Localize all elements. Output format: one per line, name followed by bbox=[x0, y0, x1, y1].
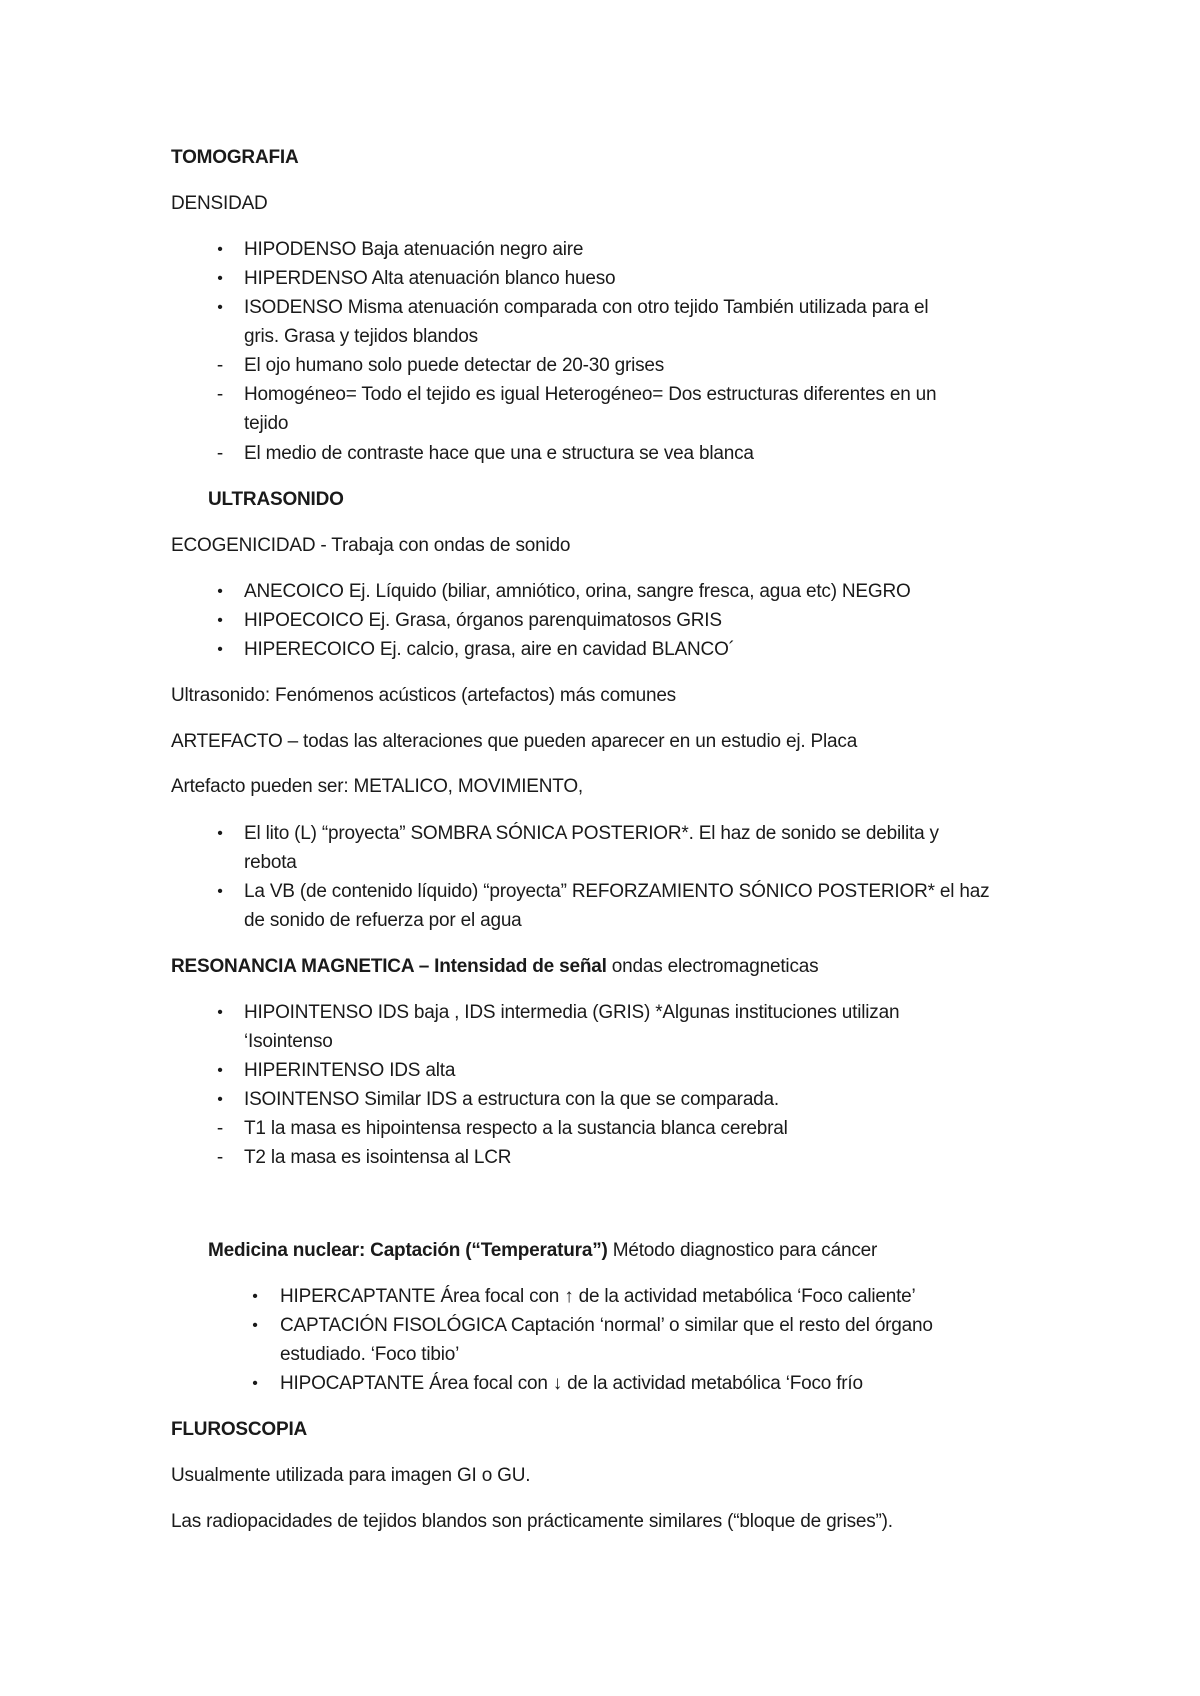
list-item: HIPERCAPTANTE Área focal con ↑ de la actividad metabólica ‘Foco caliente’ bbox=[280, 1286, 916, 1307]
list-item-continuation: rebota bbox=[244, 852, 297, 873]
bullet-icon: • bbox=[217, 1091, 223, 1108]
heading-resonancia bbox=[171, 955, 818, 979]
heading-tomografia: TOMOGRAFIA bbox=[171, 147, 299, 168]
list-item-continuation: estudiado. ‘Foco tibio’ bbox=[280, 1344, 460, 1365]
heading-medicina-rest: Método diagnostico para cáncer bbox=[607, 1240, 878, 1261]
list-item: ISOINTENSO Similar IDS a estructura con la que se comparada. bbox=[244, 1089, 779, 1110]
bullet-icon: • bbox=[217, 883, 223, 900]
list-item: Homogéneo= Todo el tejido es igual Heterogéneo= Dos estructuras diferentes en un bbox=[244, 384, 937, 405]
list-item: T2 la masa es isointensa al LCR bbox=[244, 1147, 512, 1168]
list-item: T1 la masa es hipointensa respecto a la sustancia blanca cerebral bbox=[244, 1118, 788, 1139]
dash-icon: - bbox=[216, 384, 224, 405]
list-item: HIPOECOICO Ej. Grasa, órganos parenquimatosos GRIS bbox=[244, 610, 722, 631]
heading-medicina-bold: Medicina nuclear: Captación (“Temperatura”) bbox=[208, 1240, 608, 1261]
paragraph: Ultrasonido: Fenómenos acústicos (artefactos) más comunes bbox=[171, 685, 676, 706]
bullet-icon: • bbox=[217, 241, 223, 258]
bullet-icon: • bbox=[252, 1375, 258, 1392]
bullet-icon: • bbox=[252, 1288, 258, 1305]
dash-icon: - bbox=[216, 1118, 224, 1139]
paragraph: Usualmente utilizada para imagen GI o GU. bbox=[171, 1465, 531, 1486]
list-item: El lito (L) “proyecta” SOMBRA SÓNICA POSTERIOR*. El haz de sonido se debilita y bbox=[244, 823, 939, 844]
bullet-icon: • bbox=[217, 270, 223, 287]
bullet-icon: • bbox=[217, 1062, 223, 1079]
list-item: CAPTACIÓN FISOLÓGICA Captación ‘normal’ o similar que el resto del órgano bbox=[280, 1315, 933, 1336]
bullet-icon: • bbox=[217, 825, 223, 842]
bullet-icon: • bbox=[217, 612, 223, 629]
bullet-icon: • bbox=[252, 1317, 258, 1334]
bullet-icon: • bbox=[217, 299, 223, 316]
list-item: HIPERDENSO Alta atenuación blanco hueso bbox=[244, 268, 616, 289]
dash-icon: - bbox=[216, 1147, 224, 1168]
paragraph: Artefacto pueden ser: METALICO, MOVIMIENTO, bbox=[171, 776, 583, 797]
list-item: ISODENSO Misma atenuación comparada con otro tejido También utilizada para el bbox=[244, 297, 929, 318]
heading-medicina-nuclear bbox=[208, 1239, 877, 1263]
list-item: HIPODENSO Baja atenuación negro aire bbox=[244, 239, 584, 260]
list-item-continuation: ‘Isointenso bbox=[244, 1031, 333, 1052]
dash-icon: - bbox=[216, 443, 224, 464]
heading-fluroscopia: FLUROSCOPIA bbox=[171, 1419, 308, 1440]
list-item: HIPERECOICO Ej. calcio, grasa, aire en cavidad BLANCO´ bbox=[244, 639, 735, 660]
list-item: HIPOINTENSO IDS baja , IDS intermedia (GRIS) *Algunas instituciones utilizan bbox=[244, 1002, 900, 1023]
list-item: La VB (de contenido líquido) “proyecta” REFORZAMIENTO SÓNICO POSTERIOR* el haz bbox=[244, 881, 990, 902]
paragraph: ARTEFACTO – todas las alteraciones que pueden aparecer en un estudio ej. Placa bbox=[171, 731, 858, 752]
list-item-continuation: de sonido de refuerza por el agua bbox=[244, 910, 522, 931]
list-item: ANECOICO Ej. Líquido (biliar, amniótico, orina, sangre fresca, agua etc) NEGRO bbox=[244, 581, 911, 602]
heading-resonancia-bold: RESONANCIA MAGNETICA – Intensidad de señal bbox=[171, 956, 607, 977]
bullet-icon: • bbox=[217, 1004, 223, 1021]
heading-ultrasonido: ULTRASONIDO bbox=[208, 489, 344, 510]
list-item-continuation: gris. Grasa y tejidos blandos bbox=[244, 326, 478, 347]
bullet-icon: • bbox=[217, 583, 223, 600]
list-item-continuation: tejido bbox=[244, 413, 289, 434]
subheading-densidad: DENSIDAD bbox=[171, 193, 268, 214]
list-item: HIPOCAPTANTE Área focal con ↓ de la actividad metabólica ‘Foco frío bbox=[280, 1373, 863, 1394]
heading-resonancia-rest: ondas electromagneticas bbox=[606, 956, 819, 977]
list-item: El medio de contraste hace que una e structura se vea blanca bbox=[244, 443, 754, 464]
bullet-icon: • bbox=[217, 641, 223, 658]
list-item: HIPERINTENSO IDS alta bbox=[244, 1060, 456, 1081]
list-item: El ojo humano solo puede detectar de 20-30 grises bbox=[244, 355, 665, 376]
dash-icon: - bbox=[216, 355, 224, 376]
paragraph: Las radiopacidades de tejidos blandos son prácticamente similares (“bloque de grises”). bbox=[171, 1511, 893, 1532]
subheading-ecogenicidad: ECOGENICIDAD - Trabaja con ondas de sonido bbox=[171, 535, 571, 556]
